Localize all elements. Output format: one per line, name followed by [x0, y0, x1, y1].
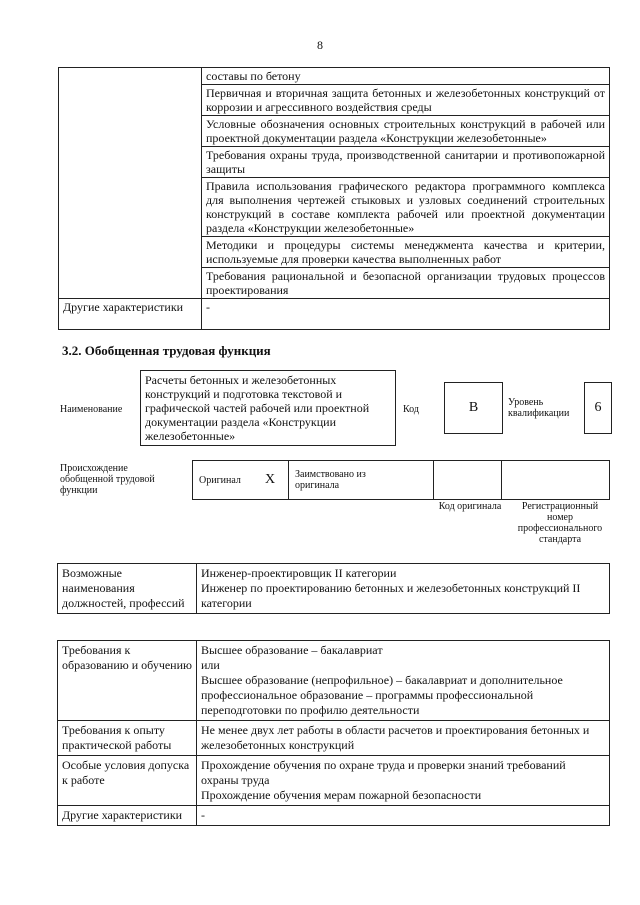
education-line: или	[201, 658, 220, 672]
education-label: Требования к образованию и обучению	[58, 641, 197, 721]
education-line: Высшее образование – бакалавриат	[201, 643, 383, 657]
special-conditions-line: Прохождение обучения мерам пожарной безопасности	[201, 788, 482, 802]
reg-number-caption: Регистрационный номер профессионального стандарта	[517, 501, 603, 545]
positions-table	[57, 563, 610, 614]
experience-line: Не менее двух лет работы в области расчетов и проектирования бетонных и железобетонных конструкций	[201, 723, 590, 752]
name-label: Наименование	[60, 404, 123, 415]
borrowed-cell	[289, 461, 434, 499]
knowledge-row: Требования рациональной и безопасной организации трудовых процессов проектирования	[202, 268, 610, 299]
code-label: Код	[403, 404, 419, 415]
code-box	[444, 382, 503, 434]
level-label: Уровень квалификации	[508, 397, 570, 419]
knowledge-row: составы по бетону	[202, 68, 610, 85]
other-values	[197, 806, 610, 826]
borrowed-label: Заимствовано из оригинала	[295, 469, 366, 491]
knowledge-table	[58, 67, 610, 330]
positions-label: Возможные наименования должностей, профессий	[58, 564, 197, 614]
other-characteristics-label: Другие характеристики	[59, 299, 202, 330]
original-label: Оригинал	[199, 475, 241, 486]
special-conditions-label: Особые условия допуска к работе	[58, 756, 197, 806]
knowledge-row: Условные обозначения основных строительных конструкций в рабочей или проектной документации раздела «Конструкции железобетонные»	[202, 116, 610, 147]
position-item: Инженер по проектированию бетонных и железобетонных конструкций II категории	[201, 581, 581, 610]
origin-label: Происхождение обобщенной трудовой функции	[60, 463, 155, 496]
other-characteristics-value: -	[202, 299, 610, 330]
origin-row	[192, 460, 610, 500]
original-code-cell	[434, 461, 502, 499]
position-item: Инженер-проектировщик II категории	[201, 566, 397, 580]
section-title: 3.2. Обобщенная трудовая функция	[62, 343, 271, 358]
education-line: Высшее образование (непрофильное) – бакалавриат и дополнительное профессиональное образование – программы профессиональной переподготовки по профилю деятельности	[201, 673, 563, 717]
education-values	[197, 641, 610, 721]
page-number: 8	[317, 38, 323, 52]
code-value: B	[468, 400, 479, 415]
level-box	[584, 382, 612, 434]
function-name-value: Расчеты бетонных и железобетонных конструкций и подготовка текстовой и графической частей рабочей или проектной документации раздела «Конструкции железобетонные»	[145, 373, 370, 443]
original-mark: X	[265, 472, 276, 487]
function-name-box	[140, 370, 396, 446]
empty-label-cell	[59, 68, 202, 299]
knowledge-row: Методики и процедуры системы менеджмента качества и критерии, используемые для проверки качества выполненных работ	[202, 237, 610, 268]
experience-values	[197, 721, 610, 756]
requirements-table	[57, 640, 610, 826]
other-label: Другие характеристики	[58, 806, 197, 826]
positions-values	[197, 564, 610, 614]
special-conditions-line: Прохождение обучения по охране труда и проверки знаний требований охраны труда	[201, 758, 566, 787]
original-cell	[193, 461, 289, 499]
special-conditions-values	[197, 756, 610, 806]
knowledge-row: Требования охраны труда, производственной санитарии и противопожарной защиты	[202, 147, 610, 178]
experience-label: Требования к опыту практической работы	[58, 721, 197, 756]
level-value: 6	[594, 400, 602, 415]
other-line: -	[201, 808, 205, 822]
code-original-caption: Код оригинала	[438, 501, 502, 512]
knowledge-row: Первичная и вторичная защита бетонных и железобетонных конструкций от коррозии и агрессивного воздействия среды	[202, 85, 610, 116]
knowledge-row: Правила использования графического редактора программного комплекса для выполнения чертежей стыковых и узловых соединений строительных конструкций в составе комплекта рабочей или проектной документации раздела «Конструкции железобетонные»	[202, 178, 610, 237]
